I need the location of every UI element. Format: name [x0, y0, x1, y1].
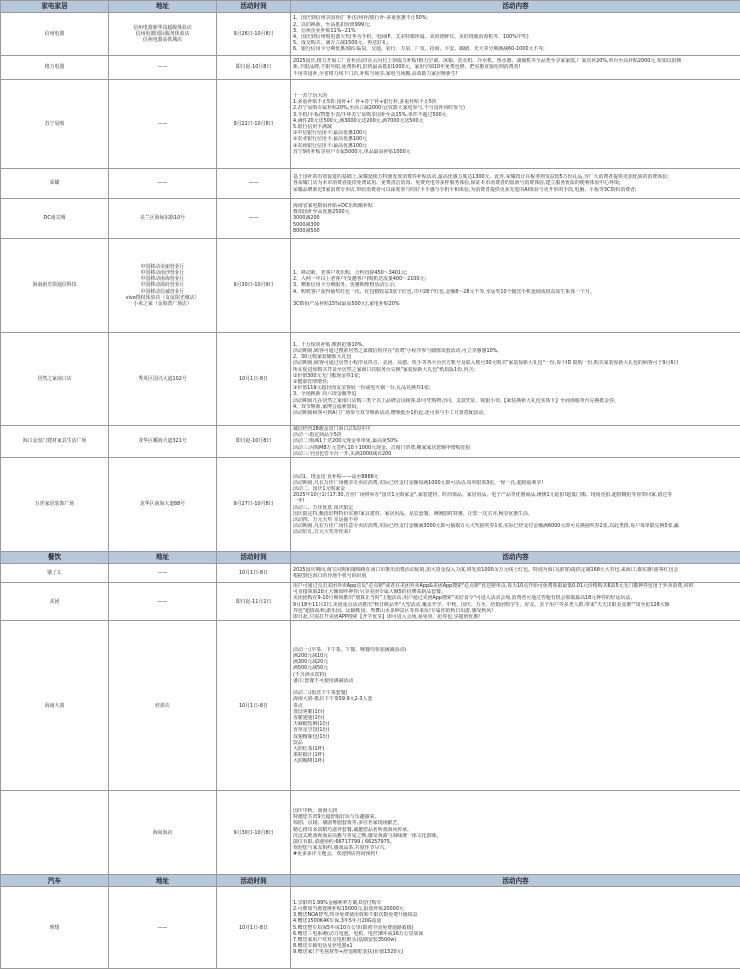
content-line: 叠加国补至高优惠2500元	[293, 209, 738, 215]
merchant-address	[109, 887, 217, 969]
section-header	[1, 1, 740, 13]
content-line: 诚信经营28载金盘门海口总5周年庆	[293, 426, 738, 432]
table-row	[1, 791, 740, 875]
address-line: 龙华区椰海大道321号	[111, 438, 214, 444]
content-line: 演位有限,请速预约:66717799 / 66257975。	[293, 839, 738, 845]
content-line: 海南大润-抵店下午茶59.9元2-3人套	[293, 696, 738, 702]
content-line: 活动1、现金送 直补贴——高至8888元	[293, 474, 738, 480]
content-line: 国庆中秋、南海大润	[293, 808, 738, 814]
table-row	[1, 564, 740, 583]
section-header	[1, 552, 740, 564]
content-line: 琼剧、京剧、墙剧粤剧套戏等,多位名家现场献艺。	[293, 820, 738, 826]
content-line: 4、购机客户获得抽奖红包一次、红包精收益3款个红包,共中28个红包,金额8～28元不等,幸运奖10个随送手机延续或权益原生系体一个月。	[293, 289, 738, 295]
content-line: 各荣耀门店为本市消费者提供免费试用、免费清洁消毒、免费充电等多样服务体验,保证本市消费者的血液与消费体验,建立服务优质的便利体验中心环境;	[293, 180, 738, 186]
content-line: 3C数码产品补贴15%(最高500元),家电补贴20%	[293, 301, 738, 307]
content-line: 活动一:指定商品全5折	[293, 432, 738, 438]
address-line: 海甸海店	[111, 830, 214, 836]
table-row	[1, 426, 740, 458]
table-row	[1, 583, 740, 621]
activity-time: 即日起-11月2日	[217, 583, 291, 621]
activity-time: ——	[217, 199, 291, 239]
content-line: 4.满件20元送500元,满3000元送200元,满7000元送500元	[293, 118, 738, 124]
content-line: 活动三、万佳优选 国庆限定	[293, 505, 738, 511]
merchant-name: 饿了么	[1, 564, 109, 583]
content-line: 活动二:(指送下午茶套餐)	[293, 690, 738, 696]
content-line: ①价值300元无门槛现金券1张;	[293, 373, 738, 379]
content-line: 精心推出多款精巧滋养套餐,诚邀您品茗听戏海风传承。	[293, 827, 738, 833]
content-line: 活动期间顾客可到A门广场参与双节焕新活动,赠频低至1折起,还可参与手工月饼搭配活动。	[293, 410, 738, 416]
content-line: 新,不限品牌,不限年限,免费拆机,旧机最高抵扣1000元。家用空调10年免费包修。把实惠直接给到消费者!	[293, 64, 738, 70]
content-line: 所在促进惊购买凭证至居然之家南口店服务台兑换"家装惊新大礼包"纸质版1份,内含:	[293, 367, 738, 373]
merchant-name: 美团	[1, 583, 109, 621]
content-line: 2.苏宁易购专属补贴20%,至高立减2000元(仅限大家电参与,不与国补同时参与)	[293, 105, 738, 111]
merchant-name: 苏宁易购	[1, 80, 109, 169]
activity-time: 10月1日-8日	[217, 333, 291, 426]
content-line: 2025年10月1日17:30,万佳广场将举办"国庆1元购家金",家装建材、时尚饰品、家居用品、电子产品等优惠商品,统统1元起拍!超低门槛、现场竞拍,超值嗨抢等你带回家,错过等	[293, 492, 738, 498]
content-line: 1、移动新、老客户欢乐购、合约直降450～3401元;	[293, 270, 738, 276]
merchant-address	[109, 333, 217, 426]
merchant-address	[109, 80, 217, 169]
merchant-address	[109, 621, 217, 791]
address-line: 信州电器国际服务体验店	[111, 31, 214, 37]
content-line: 6.赠送三电系统(动力电池、电机、电控)8年或16万公里质保	[293, 931, 738, 937]
merchant-name: 海口金盘门建材家具生活广场	[1, 426, 109, 458]
content-line: 活动三:闪购M8万元签约,10十1000元现金、音箱门票费,搬家家居您顺申增购狂拍	[293, 445, 738, 451]
activity-content	[291, 80, 740, 169]
activity-time: 10月1日-8日	[217, 887, 291, 969]
content-line: 2、入网一年以上老客户(受邀客户)购机送流量400～2100元;	[293, 276, 738, 282]
content-line: 1.享限时1.99%金融利率方案,0首付购车	[293, 900, 738, 906]
content-line: 备注:套餐不可使用满减活动	[293, 678, 738, 684]
content-line: 1、千万惊喜补贴,缴准抢惠10%。	[293, 342, 738, 348]
address-line: ——	[111, 180, 214, 186]
activity-content	[291, 791, 740, 875]
content-line: 2、30元购家装储新大礼包	[293, 354, 738, 360]
content-line: 特邀您共赏9天超舒服好玩与乐趣丽菜。	[293, 814, 738, 820]
content-line: 荣耀品牌新近5家消费专卖店,带给消费者可以深度参与的好卡手感与手机平和体验,为消费者提供更多先进的AI体验与更开单的手段,电脑、平板等3C数码消费者;	[293, 187, 738, 193]
merchant-name: 海南新光领通信科技	[1, 239, 109, 333]
content-line: 天麻榴莲酥(1份)	[293, 721, 738, 727]
column-header: 活动内容	[291, 1, 740, 13]
content-line: 5.赠送整车质保5年或10万公里(限初全国免费通路救援)	[293, 925, 738, 931]
address-line: 龙华区南海大道88号	[111, 501, 214, 507]
merchant-name: 信州电器	[1, 13, 109, 56]
activity-time: 9月30日-10月9日	[217, 239, 291, 333]
content-line: 国庆限定特,甄选好物特价实惠!家具建材、家居用品、星辰套餐、统统限时特惠、让您一次买齐,畅享优惠生活。	[293, 511, 738, 517]
activity-content	[291, 199, 740, 239]
address-line: 中国移动南海营业厅	[111, 276, 214, 282]
address-line: ——	[111, 570, 214, 576]
table-row	[1, 169, 740, 199]
content-line: 2025国庆期间,淘宝闪购和饿锦绣在南口市推出消费活动促销,加大资金投入力度,将发放1000余万元线上红包。特别为海口(游客)提供定制168元大券包,来海口,都实惠!游客红包会	[293, 567, 738, 573]
merchant-address	[109, 458, 217, 552]
merchant-address	[109, 199, 217, 239]
content-line: 活动期间凡在居然之家南口店购三类个以上品牌会员顾客,即可凭购物合同、支款凭证、收银小票,【家装换新大礼包实体卡】至商场服务台兑换抵金券。	[293, 398, 738, 404]
content-line: 茶点	[293, 703, 738, 709]
address-line: ——	[111, 925, 214, 931]
content-line: ②农业银行信用卡:最高优惠100元	[293, 136, 738, 142]
merchant-name: 海南大润	[1, 621, 109, 791]
content-line: 活动二:购满1千送200元现金单单免,最高免50%	[293, 438, 738, 444]
content-line: ①中信银行信用卡:最高优惠100元	[293, 130, 738, 136]
content-line: 十一苏宁玩大的	[293, 93, 738, 99]
content-line: #更多多详主题会。欢迎到店咨询预约!	[293, 851, 738, 857]
content-line: 满500元减50元	[293, 665, 738, 671]
address-line: 中国移动海府营业厅	[111, 282, 214, 288]
table-row	[1, 239, 740, 333]
content-line: 3000减200	[293, 215, 738, 221]
content-line: 果粒榴汁(1杯)	[293, 752, 738, 758]
content-line: 大润红茶(1杯)	[293, 746, 738, 752]
content-line: ③价值119元超居而友亲客展一份或电火锅一台,礼品兑换券1张;	[293, 385, 738, 391]
content-line: ③农商银行信用卡:最高优惠100元	[293, 143, 738, 149]
content-line: 3、信州企业补贴11%--21%	[293, 28, 738, 34]
merchant-address	[109, 426, 217, 458]
activity-table-body	[1, 1, 740, 969]
table-row	[1, 13, 740, 56]
address-line: 信州电器新华岗超级体验店	[111, 25, 214, 31]
activity-content	[291, 458, 740, 552]
activity-content	[291, 333, 740, 426]
activity-content	[291, 56, 740, 80]
content-line: 8000减500	[293, 228, 738, 234]
activity-content	[291, 621, 740, 791]
content-line: 5000减300	[293, 222, 738, 228]
merchant-name: 格力电器	[1, 56, 109, 80]
content-line: 3、全场换新 周六现金额季追	[293, 391, 738, 397]
content-line: 蒸饺爽脆(1份)	[293, 709, 738, 715]
merchant-address	[109, 169, 217, 199]
content-line: 2025国庆,格力开展工厂直补活动!在云闪付上领取力补贴!格力空调、冰箱、洗衣机、冷水机、热水器、油烟机等全品类至享家家庭,厂家直补20%,单台至高补贴2000元,参加以旧换	[293, 58, 738, 64]
content-line: 沉浸式地戏视而是高雅与喜爱之晚,感受戏曲与海味统一体文化韵味。	[293, 833, 738, 839]
column-header: 活动时间	[217, 1, 291, 13]
merchant-address	[109, 583, 217, 621]
activity-content	[291, 169, 740, 199]
activity-time: 9月26日-10月8日	[217, 13, 291, 56]
content-line: 基于国补的有效促进的基础上,荣耀延续方特使发放消费券补贴活动,最高优惠力度达1300元。此外,荣耀按计在税务则受益较5万份礼品,为广大消费者提供更加优质的消费体验;	[293, 174, 738, 180]
merchant-address	[109, 13, 217, 56]
content-line: 香草星空饺(1份)	[293, 727, 738, 733]
table-row	[1, 80, 740, 169]
content-line: 1、国庆到信州享国补(厂补/信州补/银行补-多重优惠不止50%;	[293, 15, 738, 21]
content-line: 一年!	[293, 498, 738, 504]
content-line: 8.赠送车载电话及充电器x1	[293, 943, 738, 949]
content-line: 6、银行信用卡分期优惠加码:临泉、交通、农行、万泉、广发、招商、平安、邮储、光大等分期满减60-1000元不等;	[293, 46, 738, 52]
activity-content	[291, 583, 740, 621]
table-row	[1, 56, 740, 80]
content-line: 双翅檀味包(1份)	[293, 734, 738, 740]
column-header: 地址	[109, 1, 217, 13]
content-line: 7.赠送家用户对对交电桩链头(基础安装3500w)	[293, 937, 738, 943]
content-line: 苏宁9折补贴享用户专属5000元,单品最高补贴1000元	[293, 149, 738, 155]
content-line: 活动三:全国包管平台一开,买满1000减百200	[293, 451, 738, 457]
address-line: 信州电器高铁城店	[111, 37, 214, 43]
activity-time: 即日起-10月8日	[217, 426, 291, 458]
content-line: 海南省家电数码补贴+DC乐购额补贴	[293, 203, 738, 209]
activity-time: ——	[217, 169, 291, 199]
address-line: 秀英区国兴大道102号	[111, 376, 214, 382]
column-header: 活动内容	[291, 552, 740, 564]
content-line: 3.手机/平板/智能手表/手环苏宁易购享国补至高15%,单件不超过500元	[293, 112, 738, 118]
content-line: (不含酒水饮料)	[293, 672, 738, 678]
content-line: 9月18至11月2日,美团重点活动推出"秋日鲜品季"大型活动,覆盖开学、中秋、国庆、万圣、结婚团购学生、好友、亲子用户等多类人群,带来"天天出限美食惠""周至抢128大额	[293, 602, 738, 608]
address-line: ——	[111, 64, 214, 70]
merchant-address	[109, 239, 217, 333]
content-line: 活动期间,凡在万佳广场便享专卖店消费,实际已经支付金额每满1000元即可活动,每单限领3张,一惊一礼,超值福利享!	[293, 480, 738, 486]
content-line: 4、双节焕新,家博会福利加码。	[293, 404, 738, 410]
address-line: 中国移动信诚营业厅	[111, 289, 214, 295]
content-line: 美团团购在9-10月期间推出"划算正当时"主题活动,用户通过美团App搜索"美好食令"可进入活动会场,消费者可通过答题有机会领取最高18元神券的好运玩法。	[293, 595, 738, 601]
address-line: 府蓝店	[111, 703, 214, 709]
merchant-name: DC南尖城	[1, 199, 109, 239]
column-header: 活动时间	[217, 552, 291, 564]
merchant-address	[109, 56, 217, 80]
address-line: 小米之家（金海湾广场店）	[111, 301, 214, 307]
activity-time: 10月1日-8日	[217, 564, 291, 583]
content-line: 用户可通过点击美团外卖App首页"必点榜"或者在美团外卖App&美团App搜索"必点榜"直达榜单页,每天10点开始可免费领取最低0.01元价格购买6款5元无门槛神券包用于外卖消费,同时	[293, 583, 738, 589]
section-category: 家电家居	[1, 1, 109, 13]
content-line: 活动期间,顾客可通过居然小程序及抖音、美团、高德、快手等各平台官方账号及联入账号30元购买"家装惊新大礼包"一份,每个ID 限购一份,购买家装惊新大礼包的顾客可于9月6日	[293, 360, 738, 366]
content-line: ②健康管理增券;	[293, 379, 738, 385]
address-line: 美兰区海甸东路10号	[111, 215, 214, 221]
activity-content	[291, 887, 740, 969]
content-line: 券包"超值福利;游乐园、运输帐园、秀舞山水多种景区等你来玩!专属你的秋日出游,感受秋风!	[293, 608, 738, 614]
content-line: 根据到达海口的异地手机号码识别	[293, 573, 738, 579]
content-line: 5.银行信用卡满减	[293, 124, 738, 130]
address-line: ——	[111, 599, 214, 605]
content-line: 2、以旧换新、至高抵扣价值999元;	[293, 22, 738, 28]
table-row	[1, 887, 740, 969]
table-row	[1, 333, 740, 426]
content-line: 活动二、国庆1元购家金	[293, 486, 738, 492]
content-line: 9.赠送家门"毛毯枕垫+舒适精乾装扶(价值1520元)	[293, 949, 738, 955]
merchant-name: 万佳家居装饰广场	[1, 458, 109, 552]
merchant-name	[1, 791, 109, 875]
section-category: 汽车	[1, 875, 109, 887]
column-header: 活动时间	[217, 875, 291, 887]
content-line: 活动四、万元大奖 幸运抽不停	[293, 517, 738, 523]
content-line: 大润咖啡(1杯)	[293, 758, 738, 764]
content-line: 活动期间,凡在万佳广场任意专卖店消费,实际已经支付金额满3000元即可抽取万元大奖抽奖券1张,实际已经支付金额满6000元即可兑换抽奖券2张,以此类推,每户每单限兑换5张,赢	[293, 523, 738, 529]
activity-content	[291, 13, 740, 56]
content-line: 香脆翅翅(1份)	[293, 715, 738, 721]
merchant-name: 居然之家南口店	[1, 333, 109, 426]
address-line: 中国移动南沙营业厅	[111, 270, 214, 276]
content-line: 活动一:(早茶、下午茶、午餐、晚餐均参加满减活动)	[293, 647, 738, 653]
content-line: 4.赠送1500K4K车保,3年5年月20G流量	[293, 918, 738, 924]
content-line: 活动好礼,万元大奖等你来!	[293, 529, 738, 535]
content-line: 不用等国补,全省格力线下门店,补贴当场享,家电当场搬,高效助力家居焕新生!	[293, 71, 738, 77]
address-line: ——	[111, 121, 214, 127]
activity-time: 9月27日-10月8日	[217, 458, 291, 552]
content-line: 可直接领取20元大额惊呼神券;另享美团专属大额5折招牌菜新品套餐。	[293, 589, 738, 595]
address-line: vivo授权体验店（友谊阳光城店）	[111, 295, 214, 301]
content-line: 即日起,只需打开美团APP搜索【开学优享】即可进入会场,易免单、抢券包,享超值优惠!	[293, 614, 738, 620]
content-line: 欢迎您与家友相约,感戏品茶,共度佳节尽兴。	[293, 845, 738, 851]
merchant-address	[109, 564, 217, 583]
table-row	[1, 621, 740, 791]
content-line: 4、国庆到信州购电器大奖(华为手机、电商IP、艾美特循环扇、美的烧鲜仪、美的烧瓶消毒机等、100%中奖)	[293, 34, 738, 40]
activity-time: 9月22日-10月8日	[217, 80, 291, 169]
content-line: 1.多重补贴不止5折:国补+厂补+苏宁补+银行补,多重补贴不止5折	[293, 99, 738, 105]
table-row	[1, 199, 740, 239]
section-category: 餐饮	[1, 552, 109, 564]
column-header: 地址	[109, 875, 217, 887]
table-row	[1, 458, 740, 552]
address-line: 中国移动美丽营业厅	[111, 264, 214, 270]
content-line: 3、赠新信用卡分期服务、优惠期理财活动公示;	[293, 282, 738, 288]
content-line: 2.可叠加当地置换补贴15000元,报废补贴20000元	[293, 906, 738, 912]
merchant-name: 荣耀	[1, 169, 109, 199]
content-line: 饮品	[293, 740, 738, 746]
activity-time: 10月1日-8日	[217, 621, 291, 791]
activity-time: 即日起-10月8日	[217, 56, 291, 80]
content-line: 5、成交购买、满万立减1500元、再送好礼;	[293, 40, 738, 46]
activity-content	[291, 426, 740, 458]
activity-content	[291, 564, 740, 583]
merchant-name: 理想	[1, 887, 109, 969]
content-line: 3.赠送NOA智驾,终身免费使用权和不限次数免费升级权益	[293, 912, 738, 918]
activity-time: 9月30日-10月8日	[217, 791, 291, 875]
section-header	[1, 875, 740, 887]
content-line: 满200元减10元	[293, 653, 738, 659]
content-line: 满300元减20元	[293, 659, 738, 665]
column-header: 活动内容	[291, 875, 740, 887]
activity-content	[291, 239, 740, 333]
merchant-address	[109, 791, 217, 875]
content-line: 活动期间,顾客可通过搜索居然之家微信程序在"消费"小程序参与储值项套活动,可立享惠惠10%。	[293, 348, 738, 354]
column-header: 地址	[109, 552, 217, 564]
